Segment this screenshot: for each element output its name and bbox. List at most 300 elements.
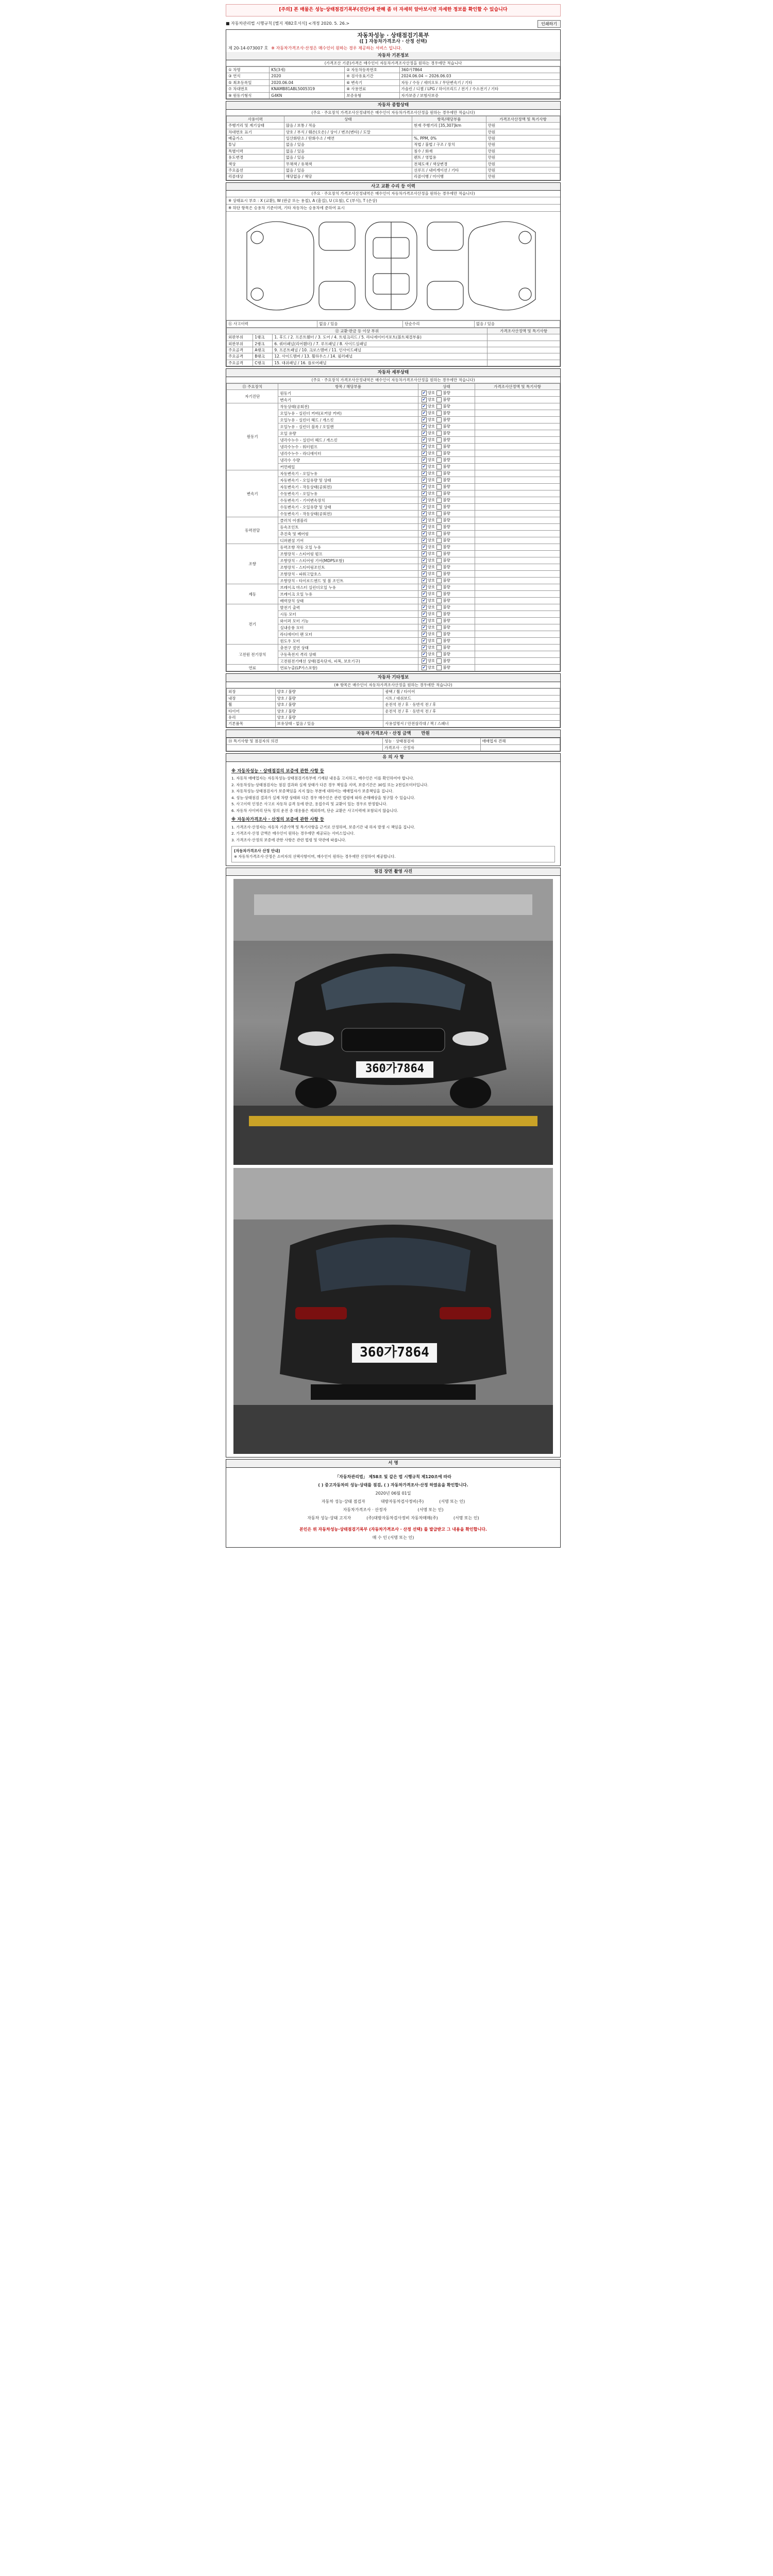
etc-cell: 기본품목 xyxy=(227,721,276,727)
detail-item: 실내송풍 모터 xyxy=(278,624,418,631)
detail-item: 와이퍼 모터 기능 xyxy=(278,618,418,624)
detail-section-title: 자동차 세부상태 xyxy=(226,369,560,377)
checkbox-icon xyxy=(436,618,442,623)
detail-item: 라디에이터 팬 모터 xyxy=(278,631,418,638)
status-cell: 해당없음 / 해당 xyxy=(284,174,412,180)
sign-signature: (서명 또는 인) xyxy=(453,1515,479,1520)
basic-label: ⑨ 원동기형식 xyxy=(227,92,270,98)
price-table xyxy=(226,738,560,751)
history-cell: 없음 / 있음 xyxy=(474,321,560,327)
check-icon xyxy=(422,451,427,456)
state-ok-label: 양호 xyxy=(427,484,435,489)
state-bad-label: 불량 xyxy=(443,598,450,603)
status-cell: 리콜대상 xyxy=(227,174,284,180)
detail-price-cell xyxy=(475,611,560,618)
checkbox-icon xyxy=(436,464,442,469)
state-ok-label: 양호 xyxy=(427,397,435,402)
detail-price-cell xyxy=(475,665,560,671)
check-icon xyxy=(422,498,427,503)
state-bad-label: 불량 xyxy=(443,478,450,483)
check-icon xyxy=(422,578,427,583)
basic-label: ③ 연식 xyxy=(227,73,270,79)
sign-receipt: 본인은 위 자동차성능·상태점검기록부 (자동차가격조사 · 산정 선택) 를 발급받고 그 내용을 확인합니다. xyxy=(299,1527,487,1532)
state-bad-label: 불량 xyxy=(443,632,450,637)
status-cell: 용도변경 xyxy=(227,155,284,161)
panel-cell: 9. 프론트패널 / 10. 크로스멤버 / 11. 인사이드패널 xyxy=(273,347,488,353)
notice-paragraph: 3. 자동차성능·상태점검자가 보증책임을 지지 않는 부분에 대하여는 매매업자가 보증책임을 집니다. xyxy=(231,789,394,794)
state-ok-label: 양호 xyxy=(427,424,435,429)
basic-section-sub: (가격조산 기준)가격은 매수인이 자동차가격조사산정을 원하는 경우에만 적습니다 xyxy=(226,60,560,66)
detail-price-cell xyxy=(475,417,560,423)
status-col-header: 가격조사산정액 및 특기사항 xyxy=(486,116,560,122)
check-icon xyxy=(422,391,427,396)
detail-group-name: 제동 xyxy=(227,584,278,604)
status-cell: 만원 xyxy=(486,123,560,129)
detail-state-cell xyxy=(418,423,475,430)
checkbox-icon xyxy=(436,504,442,510)
state-ok-label: 양호 xyxy=(427,638,435,643)
state-bad-label: 불량 xyxy=(443,437,450,443)
detail-state-cell xyxy=(418,417,475,423)
warning-banner: [주의] 본 매물은 성능·상태점검기록부(진단)에 관해 좀 더 자세히 알아보시면 자세한 정보를 확인할 수 있습니다 xyxy=(226,4,561,16)
accident-box xyxy=(226,182,561,367)
panel-price-cell xyxy=(488,347,560,353)
status-row xyxy=(227,142,560,148)
check-icon xyxy=(422,437,427,443)
check-icon xyxy=(422,404,427,409)
state-ok-label: 양호 xyxy=(427,545,435,550)
etc-cell xyxy=(383,714,560,720)
detail-price-cell xyxy=(475,584,560,591)
detail-item: 수동변속기 - 오일누유 xyxy=(278,490,418,497)
detail-state-cell xyxy=(418,611,475,618)
notice-paragraph: 5. 사고이력 인정은 사고로 자동차 골격 등에 판금, 용접수리 및 교환이 있는 경우로 한정합니다. xyxy=(231,802,388,807)
state-ok-label: 양호 xyxy=(427,665,435,670)
detail-price-cell xyxy=(475,658,560,665)
checkbox-icon xyxy=(436,605,442,610)
detail-price-cell xyxy=(475,557,560,564)
inspection-photo-rear xyxy=(233,1168,553,1454)
detail-state-cell xyxy=(418,604,475,611)
document-subtitle: ([ ] 자동차가격조사 · 산정 선택) xyxy=(359,39,427,44)
checkbox-icon xyxy=(436,444,442,449)
state-bad-label: 불량 xyxy=(443,391,450,396)
state-bad-label: 불량 xyxy=(443,498,450,503)
checkbox-icon xyxy=(436,491,442,496)
basic-info-table xyxy=(226,66,560,99)
detail-state-cell xyxy=(418,638,475,645)
detail-item: 냉각수 수량 xyxy=(278,457,418,464)
detail-item: 충전구 절연 상태 xyxy=(278,645,418,651)
state-bad-label: 불량 xyxy=(443,558,450,563)
etc-section-sub: (※ 항목은 매수인이 자동차가격조사산정을 원하는 경우에만 적습니다) xyxy=(226,682,560,688)
panel-header: ⑫ 교환·판금 등 이상 부위 xyxy=(227,328,488,334)
state-bad-label: 불량 xyxy=(443,612,450,617)
detail-item: 작동상태(공회전) xyxy=(278,403,418,410)
detail-section-sub: (주요 · 주요장치 가격조사산정내역은 매수인이 자동차가격조사산정을 원하는 경우에만 적습니다) xyxy=(226,377,560,383)
sign-signature: (서명 또는 인) xyxy=(417,1507,444,1512)
etc-row xyxy=(227,702,560,708)
check-icon xyxy=(422,612,427,617)
basic-value: 2020.06.04 xyxy=(270,79,345,86)
state-ok-label: 양호 xyxy=(427,491,435,496)
detail-state-cell xyxy=(418,557,475,564)
notice-heading: 유 의 사 항 xyxy=(226,754,560,762)
form-number: ■ 자동차관리법 시행규칙 [별지 제82호서식] <개정 2020. 5. 26.> xyxy=(226,21,350,26)
state-ok-label: 양호 xyxy=(427,518,435,523)
panel-cell: 15. 대쉬패널 / 16. 플로어패널 xyxy=(273,360,488,366)
detail-item: 등속조인트 xyxy=(278,524,418,531)
status-cell: 없음 / 있음 xyxy=(284,142,412,148)
status-cell: 주행거리 및 계기상태 xyxy=(227,123,284,129)
detail-price-cell xyxy=(475,645,560,651)
detail-item: 브레이크 마스터 실린더오일 누유 xyxy=(278,584,418,591)
state-bad-label: 불량 xyxy=(443,618,450,623)
sign-field: 자동차가격조사 · 산정자 xyxy=(343,1507,387,1512)
detail-item: 조향장치 - 스티어링 펌프 xyxy=(278,551,418,557)
panel-row xyxy=(227,334,560,341)
state-bad-label: 불량 xyxy=(443,491,450,496)
detail-state-cell xyxy=(418,537,475,544)
state-bad-label: 불량 xyxy=(443,464,450,469)
state-ok-label: 양호 xyxy=(427,591,435,597)
detail-state-cell xyxy=(418,544,475,551)
detail-state-cell xyxy=(418,517,475,524)
status-box xyxy=(226,101,561,181)
detail-state-cell xyxy=(418,551,475,557)
inspection-photo-front xyxy=(233,879,553,1165)
sign-field: 자동차 성능·상태 점검자 xyxy=(321,1499,365,1504)
detail-group-name: 자기진단 xyxy=(227,390,278,403)
detail-item: 오일누유 - 실린더 헤드 / 개스킷 xyxy=(278,417,418,423)
check-icon xyxy=(422,397,427,402)
status-row xyxy=(227,161,560,167)
panel-cell: 주요골격 xyxy=(227,353,253,360)
detail-state-cell xyxy=(418,645,475,651)
etc-cell: 양호 / 불량 xyxy=(275,689,383,695)
etc-cell: 운전석 전 / 후 · 동반석 전 / 후 xyxy=(383,702,560,708)
status-row xyxy=(227,135,560,142)
detail-item: 냉각수누수 - 워터펌프 xyxy=(278,444,418,450)
detail-state-cell xyxy=(418,624,475,631)
state-bad-label: 불량 xyxy=(443,424,450,429)
state-ok-label: 양호 xyxy=(427,632,435,637)
detail-state-cell xyxy=(418,584,475,591)
detail-price-cell xyxy=(475,477,560,484)
notice-paragraph: 2. 가격조사·산정 금액은 매수인이 원하는 경우에만 제공되는 서비스입니다. xyxy=(231,831,355,836)
status-cell: 만원 xyxy=(486,174,560,180)
detail-state-cell xyxy=(418,457,475,464)
status-col-header: 상태 xyxy=(284,116,412,122)
checkbox-icon xyxy=(436,585,442,590)
status-col-header: 항목/해당부품 xyxy=(412,116,486,122)
checkbox-icon xyxy=(436,391,442,396)
detail-price-cell xyxy=(475,444,560,450)
detail-box xyxy=(226,368,561,672)
panel-cell: 12. 사이드멤버 / 13. 휠하우스 / 14. 필러패널 xyxy=(273,353,488,360)
state-bad-label: 불량 xyxy=(443,531,450,536)
status-cell: 일산화탄소 / 탄화수소 / 매연 xyxy=(284,135,412,142)
basic-value: 자가보증 / 보험사보증 xyxy=(399,92,560,98)
detail-item: 조향장치 - 타이로드엔드 및 볼 조인트 xyxy=(278,578,418,584)
checkbox-icon xyxy=(436,411,442,416)
checkbox-icon xyxy=(436,451,442,456)
detail-state-cell xyxy=(418,598,475,604)
state-ok-label: 양호 xyxy=(427,538,435,543)
etc-cell: 사용설명서 / 안전삼각대 / 잭 / 스패너 xyxy=(383,721,560,727)
checkbox-icon xyxy=(436,397,442,402)
check-icon xyxy=(422,424,427,429)
status-cell: 리콜이행 / 미이행 xyxy=(412,174,486,180)
status-cell: 차대번호 표기 xyxy=(227,129,284,135)
checkbox-icon xyxy=(436,478,442,483)
detail-price-cell xyxy=(475,604,560,611)
basic-value: 가솔린 / 디젤 / LPG / 하이브리드 / 전기 / 수소전기 / 기타 xyxy=(399,86,560,92)
panel-cell: C랭크 xyxy=(253,360,273,366)
price-cell: 성능 · 상태점검자 xyxy=(383,738,481,744)
checkbox-icon xyxy=(436,645,442,650)
status-cell: 특별이력 xyxy=(227,148,284,154)
etc-cell: 시트 / 대쉬보드 xyxy=(383,695,560,701)
basic-row xyxy=(227,92,560,98)
panel-cell: 외판부위 xyxy=(227,334,253,341)
panel-cell: B랭크 xyxy=(253,353,273,360)
check-icon xyxy=(422,411,427,416)
state-ok-label: 양호 xyxy=(427,571,435,577)
status-section-sub: (주요 · 주요장치 가격조사산정내역은 매수인이 자동차가격조사산정을 원하는 경우에만 적습니다) xyxy=(226,110,560,116)
status-cell: 전체도색 / 색상변경 xyxy=(412,161,486,167)
check-icon xyxy=(422,538,427,543)
basic-value: 2020 xyxy=(270,73,345,79)
history-cell: 없음 / 있음 xyxy=(317,321,403,327)
status-cell: 만원 xyxy=(486,129,560,135)
check-icon xyxy=(422,457,427,463)
state-bad-label: 불량 xyxy=(443,484,450,489)
detail-col-header: 상태 xyxy=(418,384,475,390)
basic-row xyxy=(227,79,560,86)
panel-price-header: 가격조사산정액 및 특기사항 xyxy=(488,328,560,334)
state-ok-label: 양호 xyxy=(427,504,435,510)
detail-group-name: 변속기 xyxy=(227,470,278,517)
checkbox-icon xyxy=(436,558,442,563)
panel-cell: 6. 쿼터패널(리어휀더) / 7. 루프패널 / 8. 사이드실패널 xyxy=(273,341,488,347)
checkbox-icon xyxy=(436,551,442,556)
state-ok-label: 양호 xyxy=(427,618,435,623)
panel-cell: 외판부위 xyxy=(227,341,253,347)
basic-value: 360가7864 xyxy=(399,67,560,73)
checkbox-icon xyxy=(436,518,442,523)
license-plate-rear: 360가7864 xyxy=(351,1342,438,1364)
state-bad-label: 불량 xyxy=(443,665,450,670)
detail-item: 수동변속기 - 기어변속장치 xyxy=(278,497,418,504)
detail-item: 원동기 xyxy=(278,390,418,397)
checkbox-icon xyxy=(436,511,442,516)
detail-row xyxy=(227,403,560,410)
panel-table xyxy=(226,328,560,366)
price-cell: 매매업자 견해 xyxy=(480,738,560,744)
detail-row xyxy=(227,604,560,611)
check-icon xyxy=(422,545,427,550)
detail-item: 브레이크 오일 누유 xyxy=(278,591,418,598)
detail-price-cell xyxy=(475,470,560,477)
detail-item: 발전기 출력 xyxy=(278,604,418,611)
detail-item: 배력장치 상태 xyxy=(278,598,418,604)
check-icon xyxy=(422,645,427,650)
detail-item: 동력조향 작동 오일 누유 xyxy=(278,544,418,551)
state-ok-label: 양호 xyxy=(427,598,435,603)
checkbox-icon xyxy=(436,652,442,657)
basic-label: ⑦ 차대번호 xyxy=(227,86,270,92)
check-icon xyxy=(422,618,427,623)
panel-row xyxy=(227,360,560,366)
state-bad-label: 불량 xyxy=(443,658,450,664)
checkbox-icon xyxy=(436,484,442,489)
document-number: 제 20-14-073007 호 xyxy=(228,46,268,50)
price-section-title: 자동차 가격조사 · 산정 금액 xyxy=(357,731,411,736)
basic-value: KNAMB81ABL5005319 xyxy=(270,86,345,92)
check-icon xyxy=(422,658,427,664)
detail-item: 커먼레일 xyxy=(278,464,418,470)
checkbox-icon xyxy=(436,531,442,536)
check-icon xyxy=(422,464,427,469)
check-icon xyxy=(422,504,427,510)
detail-state-cell xyxy=(418,571,475,578)
basic-label: ⑥ 변속기 xyxy=(345,79,399,86)
detail-state-cell xyxy=(418,631,475,638)
state-bad-label: 불량 xyxy=(443,585,450,590)
state-bad-label: 불량 xyxy=(443,578,450,583)
status-cell: 적법 / 불법 / 구조 / 장치 xyxy=(412,142,486,148)
detail-state-cell xyxy=(418,504,475,511)
checkbox-icon xyxy=(436,424,442,429)
state-ok-label: 양호 xyxy=(427,531,435,536)
status-cell: 튜닝 xyxy=(227,142,284,148)
status-cell: 주요옵션 xyxy=(227,167,284,173)
state-ok-label: 양호 xyxy=(427,391,435,396)
check-icon xyxy=(422,665,427,670)
car-photo-front-image xyxy=(233,879,553,1165)
detail-state-cell xyxy=(418,651,475,658)
detail-price-cell xyxy=(475,571,560,578)
check-icon xyxy=(422,605,427,610)
basic-section-title: 자동차 기본정보 xyxy=(226,52,560,60)
state-ok-label: 양호 xyxy=(427,658,435,664)
check-icon xyxy=(422,638,427,643)
status-cell: 만원 xyxy=(486,148,560,154)
sign-law: 「자동차관리법」 제58조 및 같은 법 시행규칙 제120조에 따라 xyxy=(335,1474,451,1479)
state-ok-label: 양호 xyxy=(427,551,435,556)
notice-paragraph: 3. 가격조사·산정의 보증에 관한 사항은 관련 법령 및 약관에 따릅니다. xyxy=(231,837,346,842)
detail-price-cell xyxy=(475,651,560,658)
status-cell xyxy=(412,129,486,135)
status-row xyxy=(227,129,560,135)
basic-value: G4KN xyxy=(270,92,345,98)
detail-state-cell xyxy=(418,578,475,584)
panel-cell: 2랭크 xyxy=(253,341,273,347)
sign-line xyxy=(231,1514,555,1522)
sign-line xyxy=(231,1506,555,1514)
etc-row xyxy=(227,714,560,720)
detail-price-cell xyxy=(475,544,560,551)
detail-state-cell xyxy=(418,618,475,624)
sign-field: 자동차 성능·상태 고지자 xyxy=(307,1515,351,1520)
sign-box xyxy=(226,1459,561,1548)
detail-state-cell xyxy=(418,591,475,598)
state-bad-label: 불량 xyxy=(443,471,450,476)
detail-price-cell xyxy=(475,591,560,598)
status-cell: 양호 / 부식 / 훼손(오손) / 상이 / 변조(변타) / 도말 xyxy=(284,129,412,135)
detail-state-cell xyxy=(418,437,475,444)
panel-row xyxy=(227,341,560,347)
etc-cell: 외장 xyxy=(227,689,276,695)
detail-state-cell xyxy=(418,444,475,450)
checkbox-icon xyxy=(436,665,442,670)
detail-item: 클러치 어셈블리 xyxy=(278,517,418,524)
status-cell: 배출가스 xyxy=(227,135,284,142)
checkbox-icon xyxy=(436,524,442,530)
etc-row xyxy=(227,695,560,701)
status-cell: 없음 / 있음 xyxy=(284,167,412,173)
panel-cell: 주요골격 xyxy=(227,347,253,353)
sign-line xyxy=(231,1498,555,1506)
detail-state-cell xyxy=(418,484,475,490)
basic-label: ⑧ 사용연료 xyxy=(345,86,399,92)
detail-price-cell xyxy=(475,403,560,410)
etc-row xyxy=(227,721,560,727)
detail-price-cell xyxy=(475,511,560,517)
checkbox-icon xyxy=(436,404,442,409)
detail-row xyxy=(227,390,560,397)
status-cell: 만원 xyxy=(486,161,560,167)
notice-paragraph: 1. 자동차 매매업자는 자동차성능·상태점검기록부에 기재된 내용을 고지하고, 매수인은 이를 확인하여야 합니다. xyxy=(231,775,414,781)
status-cell: 침수 / 화재 xyxy=(412,148,486,154)
detail-item: 냉각수누수 - 라디에이터 xyxy=(278,450,418,457)
check-icon xyxy=(422,518,427,523)
sign-heading: 서 명 xyxy=(226,1460,560,1468)
detail-col-header: 항목 / 해당부품 xyxy=(278,384,418,390)
state-ok-label: 양호 xyxy=(427,652,435,657)
state-ok-label: 양호 xyxy=(427,404,435,409)
checkbox-icon xyxy=(436,431,442,436)
panel-price-cell xyxy=(488,334,560,341)
etc-cell: 타이어 xyxy=(227,708,276,714)
sign-law-2: ( ) 중고자동차의 성능·상태를 점검, ( ) 자동차가격조사·산정 하였음을 확인합니다. xyxy=(318,1482,468,1487)
detail-group-name: 원동기 xyxy=(227,403,278,470)
panel-price-cell xyxy=(488,353,560,360)
price-cell xyxy=(227,744,383,751)
history-row xyxy=(227,321,560,327)
state-bad-label: 불량 xyxy=(443,397,450,402)
state-ok-label: 양호 xyxy=(427,437,435,443)
detail-item: 시동 모터 xyxy=(278,611,418,618)
print-button[interactable]: 인쇄하기 xyxy=(537,20,561,28)
basic-value: 자동 / 수동 / 세미오토 / 무단변속기 / 기타 xyxy=(399,79,560,86)
check-icon xyxy=(422,598,427,603)
detail-group-name: 조향 xyxy=(227,544,278,584)
check-icon xyxy=(422,478,427,483)
check-icon xyxy=(422,625,427,630)
photo-section-title: 점검 장면 촬영 사진 xyxy=(226,868,560,876)
detail-price-cell xyxy=(475,504,560,511)
detail-price-cell xyxy=(475,497,560,504)
state-ok-label: 양호 xyxy=(427,612,435,617)
detail-item: 추진축 및 베어링 xyxy=(278,531,418,537)
status-cell: 없음 / 있음 xyxy=(284,148,412,154)
check-icon xyxy=(422,431,427,436)
detail-state-cell xyxy=(418,470,475,477)
detail-price-cell xyxy=(475,517,560,524)
detail-item: 조향장치 - 파워고압호스 xyxy=(278,571,418,578)
